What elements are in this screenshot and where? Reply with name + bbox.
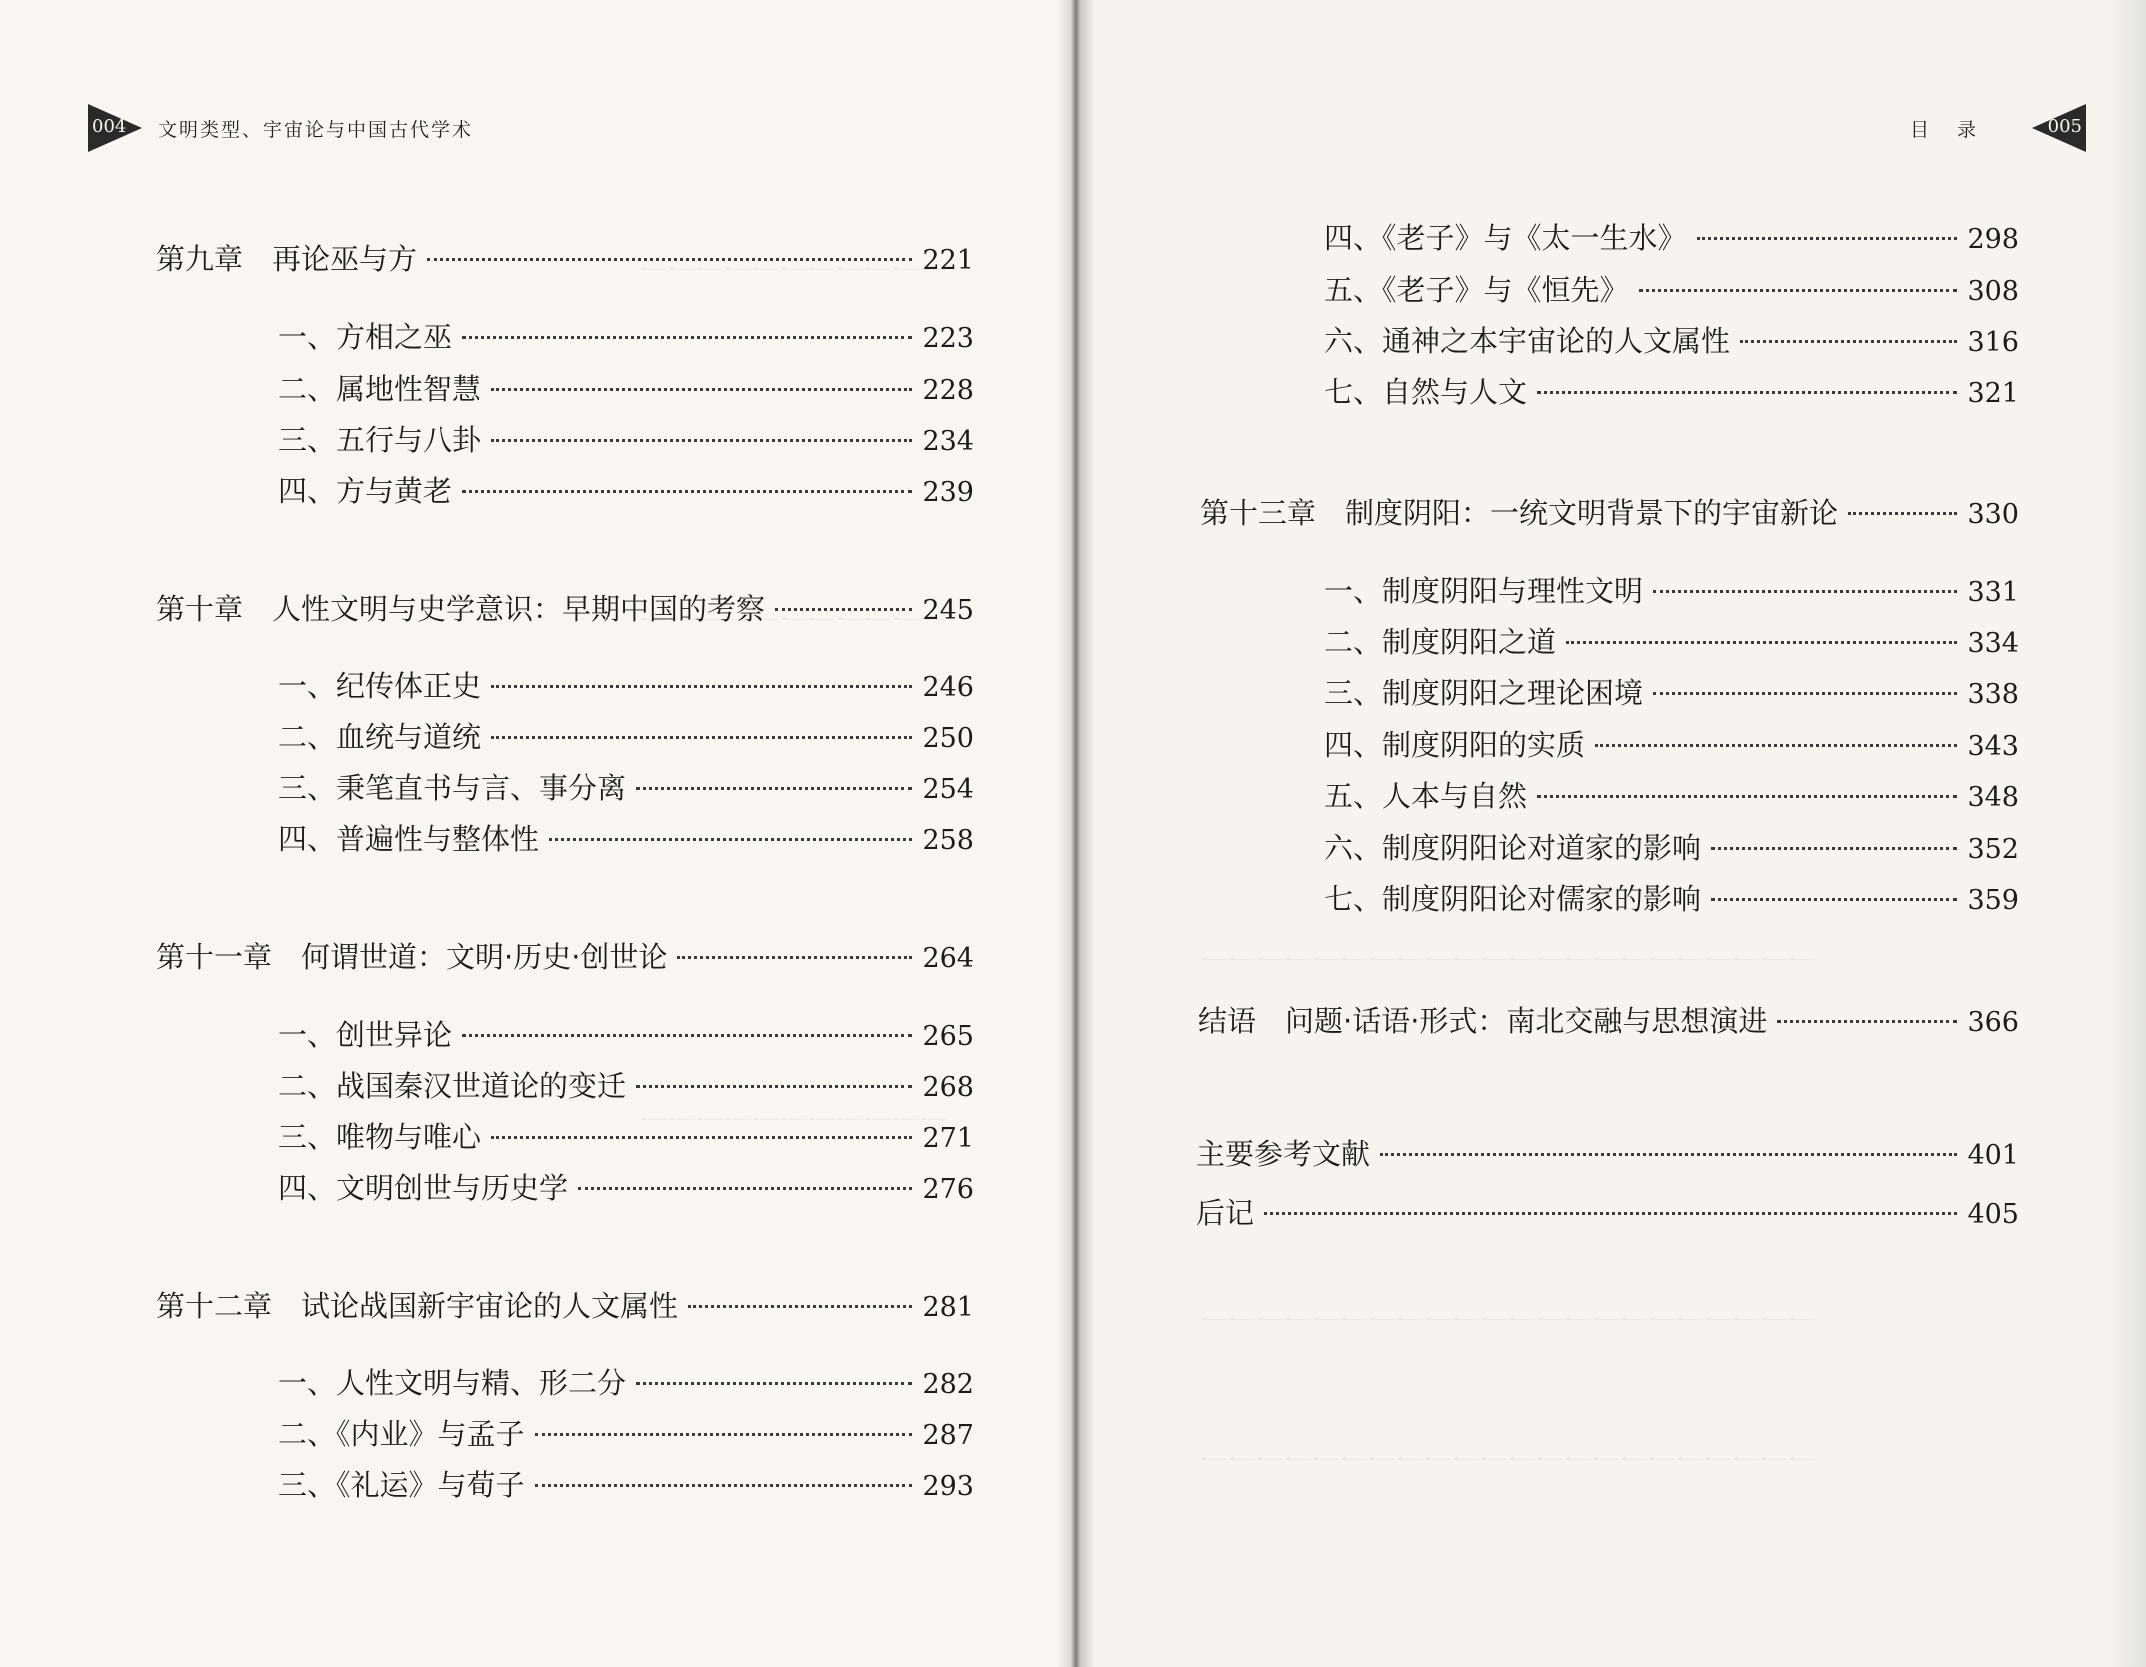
toc-section[interactable] [278, 1016, 974, 1056]
toc-section[interactable] [278, 421, 974, 461]
toc-label: 六、通神之本宇宙论的人文属性 [1324, 324, 1731, 358]
book-gutter [1058, 0, 1094, 1667]
toc-section[interactable] [278, 1118, 974, 1158]
toc-page-number: 293 [922, 1471, 974, 1502]
dot-leader [578, 1187, 912, 1190]
toc-page-number: 308 [1967, 276, 2019, 307]
page-edge-shadow [2110, 0, 2146, 1667]
dot-leader [462, 490, 912, 493]
dot-leader [1595, 744, 1957, 747]
dot-leader [491, 1136, 912, 1139]
right-running-title: 目录 [1909, 118, 2004, 141]
toc-page-number: 276 [922, 1174, 974, 1205]
dot-leader [462, 336, 912, 339]
toc-label: 四、普遍性与整体性 [278, 822, 540, 856]
toc-section[interactable] [278, 769, 974, 809]
dot-leader [636, 1382, 912, 1385]
dot-leader [1653, 692, 1957, 695]
toc-page-number: 239 [922, 477, 974, 508]
toc-page-number: 254 [922, 774, 974, 805]
toc-section[interactable] [278, 718, 974, 758]
toc-page-number: 352 [1967, 834, 2019, 865]
toc-label: 三、制度阴阳之理论困境 [1324, 676, 1644, 710]
toc-page-number: 321 [1967, 378, 2019, 409]
toc-label: 六、制度阴阳论对道家的影响 [1324, 831, 1702, 865]
toc-label: 二、血统与道统 [278, 720, 482, 754]
toc-page-number: 401 [1967, 1140, 2019, 1171]
toc-section[interactable] [278, 472, 974, 512]
toc-page-number: 250 [922, 723, 974, 754]
toc-label: 一、人性文明与精、形二分 [278, 1366, 627, 1400]
toc-page-number: 282 [922, 1369, 974, 1400]
toc-section[interactable] [278, 1415, 974, 1455]
dot-leader [636, 1085, 912, 1088]
dot-leader [1566, 641, 1957, 644]
toc-label: 一、纪传体正史 [278, 669, 482, 703]
dot-leader [491, 388, 912, 391]
toc-page-number: 334 [1967, 628, 2019, 659]
toc-label: 一、制度阴阳与理性文明 [1324, 574, 1644, 608]
dot-leader [636, 787, 912, 790]
dot-leader [462, 1034, 912, 1037]
dot-leader [688, 1305, 912, 1308]
toc-section[interactable] [278, 1067, 974, 1107]
dot-leader [535, 1484, 913, 1487]
right-page-number: 005 [2047, 116, 2082, 137]
toc-label: 七、自然与人文 [1324, 375, 1528, 409]
dot-leader [1639, 289, 1958, 292]
toc-page-number: 268 [922, 1072, 974, 1103]
toc-label: 二、战国秦汉世道论的变迁 [278, 1069, 627, 1103]
dot-leader [1740, 340, 1957, 343]
dot-leader [1711, 847, 1957, 850]
toc-label: 第十章 人性文明与史学意识：早期中国的考察 [156, 592, 766, 626]
toc-label: 后记 [1196, 1196, 1255, 1230]
toc-page-number: 348 [1967, 782, 2019, 813]
toc-section[interactable] [1324, 322, 2019, 362]
toc-label: 三、五行与八卦 [278, 423, 482, 457]
toc-label: 结语 问题·话语·形式：南北交融与思想演进 [1198, 1004, 1768, 1038]
toc-label: 二、制度阴阳之道 [1324, 625, 1557, 659]
toc-chapter[interactable] [156, 240, 974, 280]
toc-label: 四、《老子》与《太一生水》 [1324, 221, 1687, 255]
toc-section[interactable] [278, 1364, 974, 1404]
toc-page-number: 287 [922, 1420, 974, 1451]
dot-leader [1848, 512, 1957, 515]
toc-label: 第九章 再论巫与方 [156, 242, 418, 276]
toc-label: 一、创世异论 [278, 1018, 453, 1052]
left-running-title: 文明类型、宇宙论与中国古代学术 [158, 118, 474, 141]
toc-section[interactable] [1324, 623, 2019, 663]
toc-label: 第十二章 试论战国新宇宙论的人文属性 [156, 1289, 679, 1323]
page-number-tab-left [88, 104, 142, 152]
toc-section[interactable] [1324, 219, 2019, 259]
toc-page-number: 228 [922, 375, 974, 406]
toc-section[interactable] [278, 1466, 974, 1506]
toc-page-number: 331 [1967, 577, 2019, 608]
toc-page-number: 246 [922, 672, 974, 703]
toc-label: 主要参考文献 [1196, 1137, 1371, 1171]
toc-section[interactable] [1324, 674, 2019, 714]
toc-section[interactable] [278, 1169, 974, 1209]
toc-label: 二、《内业》与孟子 [278, 1417, 525, 1451]
dot-leader [775, 608, 912, 611]
toc-section[interactable] [278, 820, 974, 860]
toc-page-number: 316 [1967, 327, 2019, 358]
dot-leader [677, 956, 912, 959]
dot-leader [535, 1433, 913, 1436]
toc-page-number: 405 [1967, 1199, 2019, 1230]
toc-page-number: 265 [922, 1021, 974, 1052]
toc-label: 四、方与黄老 [278, 474, 453, 508]
toc-label: 七、制度阴阳论对儒家的影响 [1324, 882, 1702, 916]
dot-leader [549, 838, 912, 841]
toc-section[interactable] [1324, 373, 2019, 413]
toc-section[interactable] [1324, 271, 2019, 311]
dot-leader [1777, 1020, 1957, 1023]
toc-label: 四、制度阴阳的实质 [1324, 728, 1586, 762]
toc-label: 一、方相之巫 [278, 320, 453, 354]
toc-label: 三、《礼运》与荀子 [278, 1468, 525, 1502]
dot-leader [1711, 898, 1957, 901]
toc-page-number: 343 [1967, 731, 2019, 762]
toc-page-number: 258 [922, 825, 974, 856]
toc-chapter[interactable] [156, 938, 974, 978]
toc-section[interactable] [1324, 829, 2019, 869]
toc-label: 第十三章 制度阴阳：一统文明背景下的宇宙新论 [1200, 496, 1839, 530]
toc-page-number: 245 [922, 595, 974, 626]
toc-page-number: 221 [922, 245, 974, 276]
dot-leader [1537, 391, 1957, 394]
right-running-header [1910, 104, 2086, 152]
dot-leader [1697, 237, 1958, 240]
dot-leader [491, 736, 912, 739]
toc-chapter[interactable] [1200, 494, 2019, 534]
left-running-header [88, 104, 473, 152]
toc-section[interactable] [1324, 777, 2019, 817]
toc-page-number: 338 [1967, 679, 2019, 710]
toc-page-number: 281 [922, 1292, 974, 1323]
toc-chapter[interactable] [156, 590, 974, 630]
toc-section[interactable] [278, 370, 974, 410]
toc-label: 三、唯物与唯心 [278, 1120, 482, 1154]
toc-chapter[interactable] [1196, 1135, 2019, 1175]
dot-leader [1264, 1212, 1957, 1215]
toc-page-number: 359 [1967, 885, 2019, 916]
dot-leader [1537, 795, 1957, 798]
dot-leader [1653, 590, 1957, 593]
dot-leader [491, 685, 912, 688]
toc-label: 五、人本与自然 [1324, 779, 1528, 813]
toc-page-number: 223 [922, 323, 974, 354]
toc-page-number: 298 [1967, 224, 2019, 255]
toc-label: 五、《老子》与《恒先》 [1324, 273, 1629, 307]
toc-page-number: 366 [1967, 1007, 2019, 1038]
toc-page-number: 264 [922, 943, 974, 974]
toc-label: 第十一章 何谓世道：文明·历史·创世论 [156, 940, 668, 974]
dot-leader [1380, 1153, 1957, 1156]
toc-section[interactable] [278, 667, 974, 707]
toc-chapter[interactable] [156, 1287, 974, 1327]
toc-label: 二、属地性智慧 [278, 372, 482, 406]
toc-section[interactable] [1324, 572, 2019, 612]
toc-section[interactable] [278, 318, 974, 358]
toc-page-number: 234 [922, 426, 974, 457]
toc-section[interactable] [1324, 726, 2019, 766]
left-page-number: 004 [92, 116, 127, 137]
toc-label: 四、文明创世与历史学 [278, 1171, 569, 1205]
toc-page-number: 271 [922, 1123, 974, 1154]
toc-chapter[interactable] [1196, 1194, 2019, 1234]
dot-leader [427, 258, 912, 261]
toc-label: 三、秉笔直书与言、事分离 [278, 771, 627, 805]
dot-leader [491, 439, 912, 442]
page-number-tab-right [2032, 104, 2086, 152]
toc-chapter[interactable] [1198, 1002, 2019, 1042]
toc-page-number: 330 [1967, 499, 2019, 530]
toc-section[interactable] [1324, 880, 2019, 920]
